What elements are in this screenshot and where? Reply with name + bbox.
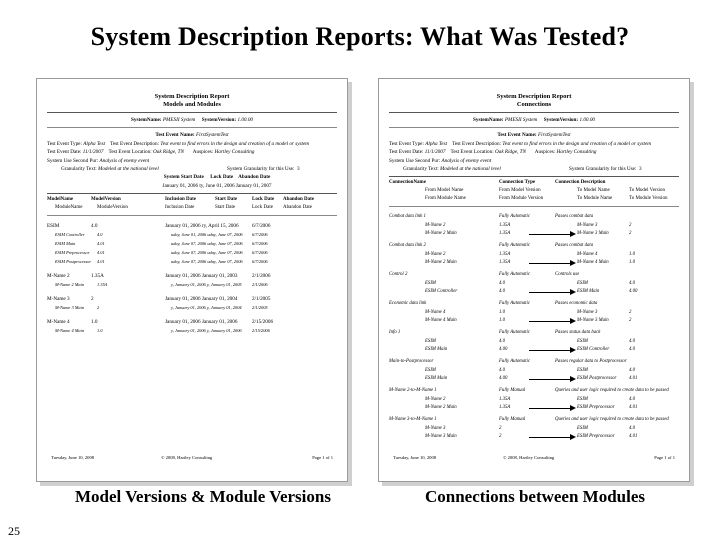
to-model-name: ESIM <box>577 426 588 432</box>
to-model-version: 2 <box>629 223 632 229</box>
connection-arrow-icon <box>529 321 571 322</box>
to-module-version: 4.0 <box>629 347 635 353</box>
lock-date: 2/15/2006 <box>252 319 274 326</box>
module-name: M-Name 2 Main <box>55 282 85 288</box>
lock-date: 2/1/2006 <box>252 273 271 280</box>
model-module-list <box>47 219 337 359</box>
from-module-version: 4.00 <box>499 376 508 382</box>
connection-arrow-icon <box>529 234 571 235</box>
slide-number: 25 <box>8 524 20 538</box>
connection-description: Passes economic data <box>555 301 598 307</box>
version: 4.0 <box>91 223 98 230</box>
to-model-name: M-Name 4 <box>577 252 598 258</box>
system-version: 1.00.00 <box>237 117 253 123</box>
inclusion-dates: January 01, 2006 January 01, 2004 <box>165 296 238 303</box>
to-model-name: ESIM <box>577 281 588 287</box>
to-model-version: 4.0 <box>629 397 635 403</box>
to-module-name: ESIM Preprocessor <box>577 405 615 411</box>
test-event-type-line: Test Event Type: Alpha Test Test Event Description: Test event to find errors in the design and creation of a model or system <box>389 140 652 147</box>
to-module-version: 1.0 <box>629 260 635 266</box>
lock-date: 2/15/2006 <box>252 328 270 334</box>
version: 4.01 <box>97 241 105 247</box>
connection-description: Passes regular data to Postprocessor <box>555 359 627 365</box>
caption-right: Connections between Modules <box>424 487 646 506</box>
to-module-name: M-Name 3 Main <box>577 231 609 237</box>
to-module-name: M-Name 3 Main <box>577 318 609 324</box>
from-module-name: M-Name 4 Main <box>425 318 457 324</box>
connection-description: Passes status data back <box>555 330 601 336</box>
connection-name: Control 2 <box>389 272 408 278</box>
second-purpose-line: System Use Second Pur: Analysis of enemy event <box>47 157 150 164</box>
module-name: M-Name 3 Main <box>55 305 85 311</box>
from-module-name: ESIM Main <box>425 347 448 353</box>
connection-arrow-icon <box>529 379 571 380</box>
to-module-name: ESIM Controller <box>577 347 610 353</box>
lock-date: 6/7/2006 <box>252 250 268 256</box>
module-name: ESIM Preprocessor <box>55 250 90 256</box>
to-module-version: 4.01 <box>629 434 638 440</box>
from-model-name: ESIM <box>425 281 436 287</box>
version: 1.35A <box>97 282 108 288</box>
from-module-name: M-Name 2 Main <box>425 405 457 411</box>
test-event-name: FirstSystemTest <box>195 132 229 139</box>
module-name: M-Name 4 Main <box>55 328 85 334</box>
from-model-version: 1.35A <box>499 252 511 258</box>
from-module-version: 2 <box>499 434 502 440</box>
from-model-version: 4.0 <box>499 339 505 345</box>
connection-name: Economic data link <box>389 301 427 307</box>
inclusion-dates: y, January 01, 2006 y, January 01, 2004 <box>171 305 242 311</box>
report-footer: Tuesday, June 10, 2008 © 2008, Hartley Consulting Page 1 of 1 <box>393 455 675 460</box>
connection-name: Info 1 <box>389 330 401 336</box>
from-model-version: 1.0 <box>499 310 505 316</box>
second-purpose-line: System Use Second Pur: Analysis of enemy event <box>389 157 492 164</box>
from-model-name: M-Name 3 <box>425 426 446 432</box>
from-module-version: 1.0 <box>499 318 505 324</box>
column-headers: ModelName ModelVersion Inclusion Date Start Date Lock Date Abandon Date ModuleName ModuleVersion Inclusion Date Start Date Lock Date Abandon Date <box>47 197 314 211</box>
connection-type: Fully Automatic <box>499 214 530 220</box>
system-name: PMESII System <box>162 117 196 123</box>
connection-type: Fully Automatic <box>499 359 530 365</box>
dates-header: System Start Date Lock Date Abandon Date <box>163 174 271 181</box>
to-model-name: M-Name 3 <box>577 223 598 229</box>
system-line <box>37 116 347 124</box>
connection-name: Combat data link 2 <box>389 243 426 249</box>
from-module-name: M-Name 2 Main <box>425 260 457 266</box>
from-model-name: ESIM <box>425 339 436 345</box>
inclusion-dates: January 01, 2006 January 01, 2006 <box>165 319 238 326</box>
version: 2 <box>91 296 94 303</box>
from-model-version: 4.0 <box>499 281 505 287</box>
from-module-version: 4.00 <box>499 347 508 353</box>
from-model-version: 1.35A <box>499 223 511 229</box>
lock-date: 6/7/2006 <box>252 223 271 230</box>
connection-arrow-icon <box>529 292 571 293</box>
report-subheading: Models and Modules <box>163 101 221 108</box>
test-event-date-line: Test Event Date: 11/1/2007 Test Event Location: Oak Ridge, TN Auspices: Hartley Consulting <box>389 149 597 156</box>
model-name: M-Name 2 <box>47 273 70 280</box>
to-module-version: 2 <box>629 231 632 237</box>
granularity-line: Granularity Text: Modeled at the national level System Granularity for this Use: 3 <box>61 166 300 173</box>
dates-values: January 01, 2006 ty, June 01, 2006 January 01, 2007 <box>162 182 272 189</box>
to-model-name: ESIM <box>577 339 588 345</box>
connection-type: Fully Manual <box>499 417 526 423</box>
model-name: M-Name 4 <box>47 319 70 326</box>
connection-list <box>389 210 679 450</box>
lock-date: 2/1/2006 <box>252 282 268 288</box>
version: 4.01 <box>97 250 105 256</box>
model-name: M-Name 3 <box>47 296 70 303</box>
connection-type: Fully Automatic <box>499 301 530 307</box>
granularity-line: Granularity Text: Modeled at the national level System Granularity for this Use: 3 <box>403 166 642 173</box>
test-event-type-line: Test Event Type: Alpha Test Test Event Description: Test event to find errors in the design and creation of a model or system <box>47 140 310 147</box>
connection-description: Queries and user logic required to create data to be passed <box>555 388 669 394</box>
to-module-version: 4.01 <box>629 405 638 411</box>
system-line: SystemName: PMESII System SystemVersion: 1.00.00 <box>473 117 595 123</box>
module-name: ESIM Controller <box>55 232 85 238</box>
connection-type: Fully Automatic <box>499 330 530 336</box>
from-model-version: 4.0 <box>499 368 505 374</box>
connection-type: Fully Automatic <box>499 272 530 278</box>
inclusion-dates: uday, June 07, 2006 uday, June 07, 2006 <box>171 250 243 256</box>
test-event-line <box>37 131 347 139</box>
connection-description: Passes combat data <box>555 243 594 249</box>
from-module-version: 1.35A <box>499 231 511 237</box>
from-module-name: M-Name 2 Main <box>425 231 457 237</box>
report-footer: Tuesday, June 10, 2008 © 2008, Hartley Consulting Page 1 of 1 <box>51 455 333 460</box>
connection-arrow-icon <box>529 437 571 438</box>
to-module-version: 2 <box>629 318 632 324</box>
from-module-version: 1.35A <box>499 405 511 411</box>
inclusion-dates: uday, June 01, 2006 uday, June 07, 2006 <box>171 232 243 238</box>
lock-date: 2/1/2005 <box>252 305 268 311</box>
test-event-label: Test Event Name: <box>155 132 195 139</box>
version: 1.0 <box>91 319 98 326</box>
connection-arrow-icon <box>529 408 571 409</box>
to-model-version: 4.0 <box>629 426 635 432</box>
test-event-date-line: Test Event Date: 11/1/2007 Test Event Location: Oak Ridge, TN Auspices: Hartley Consulting <box>47 149 255 156</box>
version: 2 <box>97 305 100 311</box>
from-module-name: ESIM Main <box>425 376 448 382</box>
report-subheading: Connections <box>516 101 552 108</box>
from-model-version: 1.35A <box>499 397 511 403</box>
lock-date: 6/7/2006 <box>252 259 268 265</box>
to-model-version: 4.0 <box>629 368 635 374</box>
connection-description: Passes combat data <box>555 214 594 220</box>
to-model-version: 1.0 <box>629 252 635 258</box>
connection-name: Main-to-Postprocessor <box>389 359 434 365</box>
caption-left: Model Versions & Module Versions <box>75 487 331 506</box>
models-modules-report <box>36 78 348 482</box>
to-module-name: ESIM Preprocessor <box>577 434 615 440</box>
connection-description: Controls use <box>555 272 580 278</box>
connections-report <box>378 78 690 482</box>
from-module-version: 4.0 <box>499 289 505 295</box>
to-module-name: M-Name 4 Main <box>577 260 609 266</box>
system-name-label: SystemName: <box>131 117 162 123</box>
connection-description: Queries and user logic required to create data to be passed <box>555 417 669 423</box>
inclusion-dates: uday, June 07, 2006 uday, June 07, 2006 <box>171 259 243 265</box>
inclusion-dates: y, January 01, 2006 y, January 01, 2006 <box>171 328 242 334</box>
report-heading: System Description Report <box>154 93 230 100</box>
from-module-version: 1.35A <box>499 260 511 266</box>
inclusion-dates: January 01, 2006 January 01, 2003 <box>165 273 238 280</box>
connection-arrow-icon <box>529 350 571 351</box>
version: 1.35A <box>91 273 104 280</box>
to-model-name: ESIM <box>577 368 588 374</box>
from-model-name: M-Name 2 <box>425 252 446 258</box>
lock-date: 6/7/2006 <box>252 241 268 247</box>
connection-name: Combat data link 1 <box>389 214 426 220</box>
inclusion-dates: January 01, 2006 ry, April 15, 2006 <box>165 223 239 230</box>
to-model-version: 4.0 <box>629 339 635 345</box>
version: 4.0 <box>97 232 103 238</box>
to-model-version: 4.0 <box>629 281 635 287</box>
from-model-version: 2 <box>499 426 502 432</box>
module-name: ESIM Postprocessor <box>55 259 92 265</box>
to-module-version: 4.01 <box>629 376 638 382</box>
connection-arrow-icon <box>529 263 571 264</box>
version: 4.01 <box>97 259 105 265</box>
to-model-name: M-Name 3 <box>577 310 598 316</box>
report-heading: System Description Report <box>496 93 572 100</box>
from-model-name: M-Name 2 <box>425 223 446 229</box>
to-module-version: 4.00 <box>629 289 638 295</box>
to-module-name: ESIM Main <box>577 289 600 295</box>
from-module-name: M-Name 3 Main <box>425 434 457 440</box>
from-module-name: ESIM Controller <box>425 289 458 295</box>
connection-name: M-Name 2-to-M-Name 1 <box>389 388 437 394</box>
inclusion-dates: uday, June 07, 2006 uday, June 07, 2006 <box>171 241 243 247</box>
connection-type: Fully Automatic <box>499 243 530 249</box>
to-module-name: ESIM Postprocessor <box>577 376 617 382</box>
slide-title: System Description Reports: What Was Tested? <box>90 22 630 51</box>
to-model-name: ESIM <box>577 397 588 403</box>
connection-type: Fully Manual <box>499 388 526 394</box>
module-name: ESIM Main <box>55 241 76 247</box>
version: 1.0 <box>97 328 103 334</box>
from-model-name: M-Name 2 <box>425 397 446 403</box>
from-model-name: ESIM <box>425 368 436 374</box>
from-model-name: M-Name 4 <box>425 310 446 316</box>
to-model-version: 2 <box>629 310 632 316</box>
connection-name: M-Name 3-to-M-Name 1 <box>389 417 437 423</box>
system-version-label: SystemVersion: <box>201 117 237 123</box>
lock-date: 2/1/2005 <box>252 296 271 303</box>
column-headers: ConnectionName Connection Type Connection Description From Model Name From Model Version To Model Name To Model Version From Module Name From Module Version To Module Name To Module Version <box>389 180 668 202</box>
lock-date: 6/7/2006 <box>252 232 268 238</box>
inclusion-dates: y, January 01, 2006 y, January 01, 2005 <box>171 282 242 288</box>
model-name: ESIM <box>47 223 60 230</box>
test-event-line: Test Event Name: FirstSystemTest <box>497 132 571 139</box>
